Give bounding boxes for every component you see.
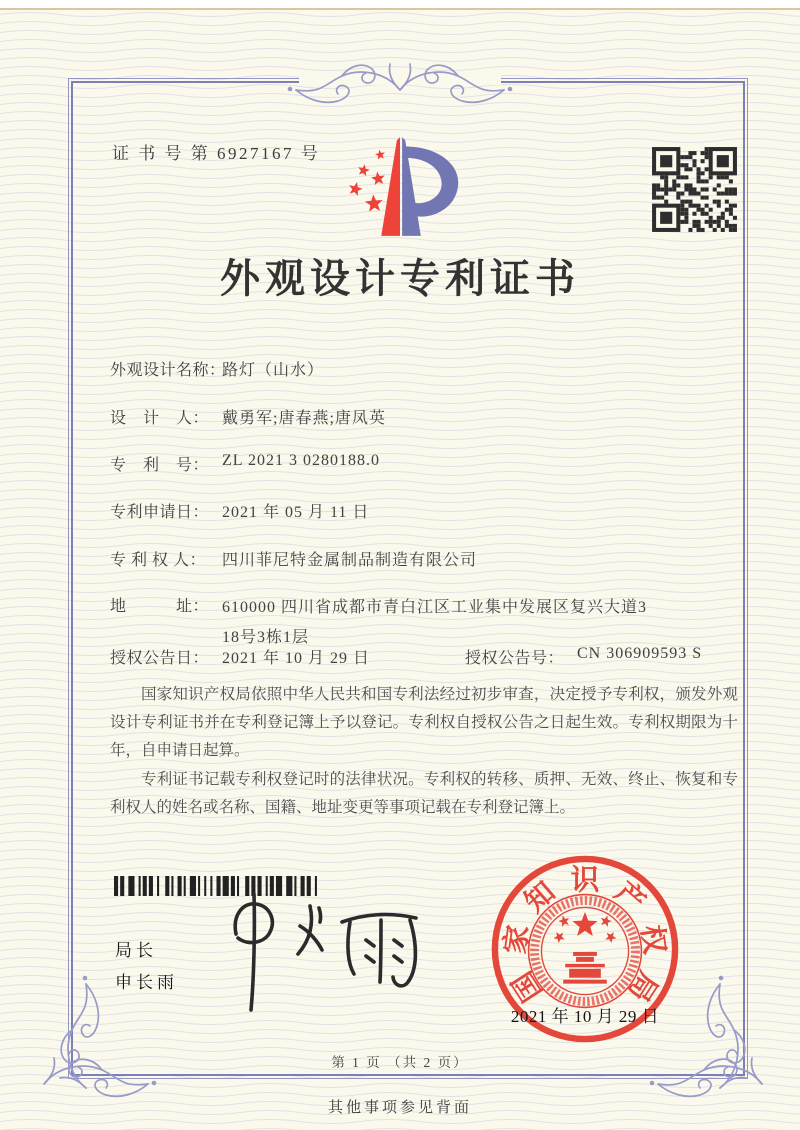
grant-date-value: 2021 年 10 月 29 日 [222,650,371,667]
back-side-note: 其他事项参见背面 [327,1100,472,1116]
field-row-address [110,593,750,653]
svg-text:产: 产 [608,875,652,919]
legal-text [110,681,738,822]
commissioner-signature [218,888,433,1013]
patent-no-value: ZL 2021 3 0280188.0 [222,452,380,469]
national-emblem [529,895,642,1008]
designer-value: 戴勇军;唐春燕;唐凤英 [222,410,386,427]
address-line-2: 18号3栋1层 [222,629,310,646]
svg-text:国: 国 [506,965,549,1007]
patentee-value: 四川菲尼特金属制品制造有限公司 [222,552,478,569]
grant-no-value: CN 306909593 S [577,645,703,662]
svg-text:识: 识 [570,864,600,897]
patentee-label: 专 利 权 人： [110,552,207,569]
field-row-patentee [110,547,750,570]
field-row-grant [110,645,750,668]
certificate-title: 外观设计专利证书 [220,256,580,301]
commissioner-name: 申长雨 [115,973,178,992]
design-name-label: 外观设计名称： [110,362,226,379]
legal-paragraph-2: 专利证书记载专利权登记时的法律状况。专利权的转移、质押、无效、终止、恢复和专利权人的姓名或名称、国籍、地址变更等事项记载在专利登记簿上。 [110,770,738,816]
svg-text:知: 知 [518,875,562,919]
patent-no-label: 专 利 号： [110,457,210,474]
field-row-patent-no [110,452,750,475]
svg-text:权: 权 [634,923,671,956]
grant-no-label: 授权公告号： [465,650,565,667]
page-indicator: 第 1 页 （共 2 页） [331,1055,469,1070]
address-value [222,593,722,653]
address-label: 地 址： [110,598,210,615]
field-row-filing-date [110,499,750,522]
field-row-designer [110,405,750,428]
cnipa-logo-icon [322,134,478,238]
address-line-1: 610000 四川省成都市青白江区工业集中发展区复兴大道3 [222,599,648,616]
seal-date: 2021 年 10 月 29 日 [510,1007,660,1026]
svg-text:家: 家 [499,923,536,956]
filing-date-label: 专利申请日： [110,504,210,521]
legal-paragraph-1: 国家知识产权局依照中华人民共和国专利法经过初步审查，决定授予专利权，颁发外观设计专利证书并在专利登记簿上予以登记。专利权自授权公告之日起生效。专利权期限为十年，自申请日起算。 [110,686,738,760]
bottom-left-flourish-ornament [34,996,146,1102]
svg-text:局: 局 [621,965,664,1007]
field-row-design-name [110,357,750,380]
designer-label: 设 计 人： [110,410,210,427]
top-flourish-ornament [283,56,517,108]
grant-no-pair [465,645,702,668]
filing-date-value: 2021 年 05 月 11 日 [222,504,370,521]
design-name-value: 路灯（山水） [222,362,325,379]
commissioner-title: 局长 [115,941,157,960]
grant-date-label: 授权公告日： [110,650,210,667]
qr-code-icon [648,143,741,236]
certificate-number: 证 书 号 第 6927167 号 [112,144,321,163]
